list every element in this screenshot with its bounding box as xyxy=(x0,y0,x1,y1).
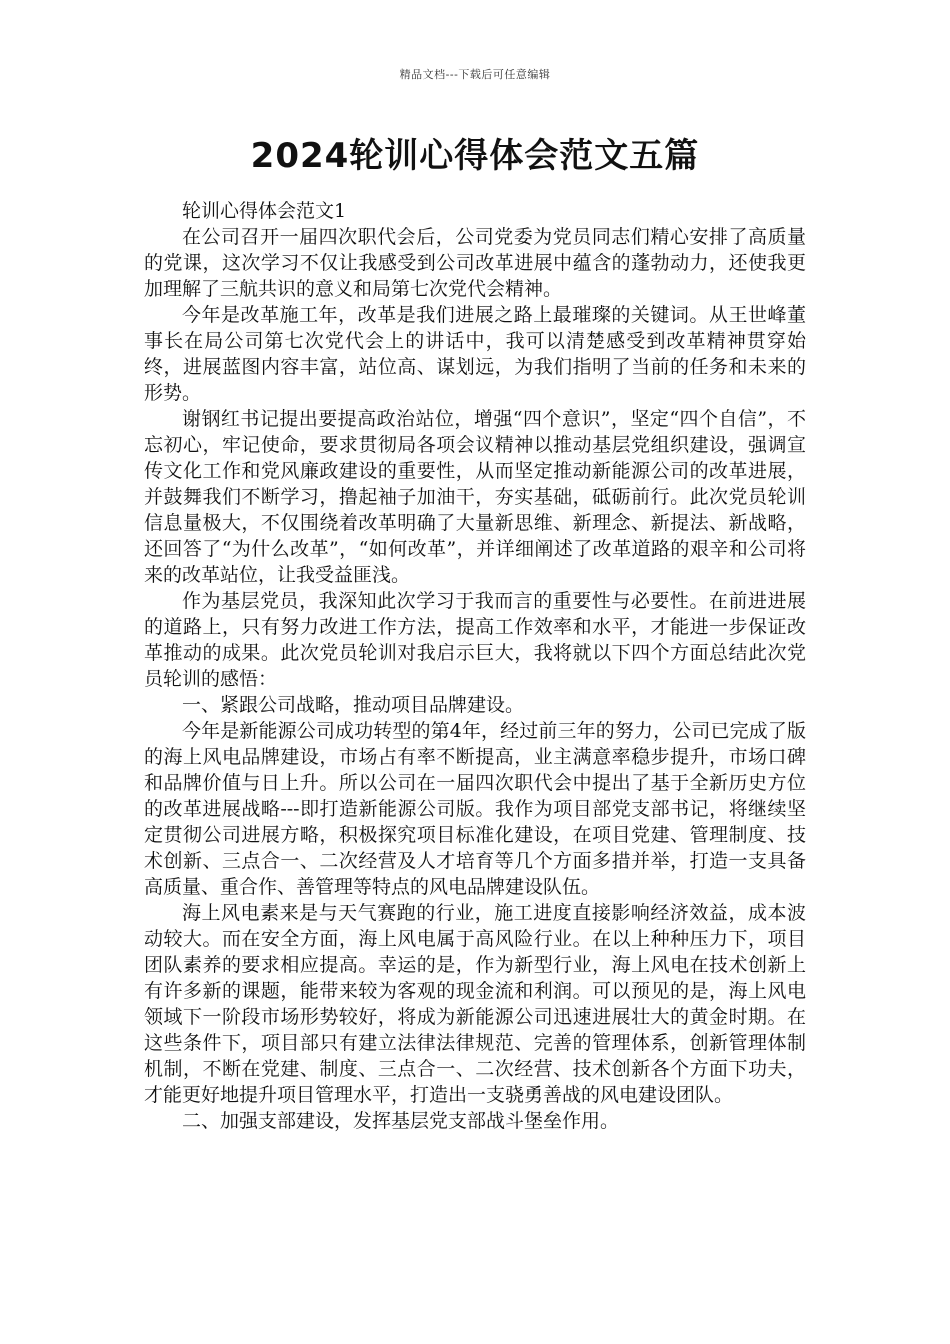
body-paragraph: 今年是改革施工年，改革是我们进展之路上最璀璨的关键词。从王世峰董事长在局公司第七次党代会上的讲话中，我可以清楚感受到改革精神贯穿始终，进展蓝图内容丰富，站位高、谋划远，为我们指明了当前的任务和未来的形势。 xyxy=(144,304,806,404)
body-paragraph: 海上风电素来是与天气赛跑的行业，施工进度直接影响经济效益，成本波动较大。而在安全方面，海上风电属于高风险行业。在以上种种压力下，项目团队素养的要求相应提高。幸运的是，作为新型行业，海上风电在技术创新上有许多新的课题，能带来较为客观的现金流和利润。可以预见的是，海上风电领域下一阶段市场形势较好，将成为新能源公司迅速进展壮大的黄金时期。在这些条件下，项目部只有建立法律法律规范、完善的管理体系，创新管理体制机制，不断在党建、制度、三点合一、二次经营、技术创新各个方面下功夫，才能更好地提升项目管理水平，打造出一支骁勇善战的风电建设团队。 xyxy=(144,902,806,1106)
section-heading: 一、紧跟公司战略，推动项目品牌建设。 xyxy=(182,694,525,716)
header-note: 精品文档---下载后可任意编辑 xyxy=(399,68,551,81)
body-paragraph: 谢钢红书记提出要提高政治站位，增强“四个意识”，坚定“四个自信”，不忘初心，牢记使命，要求贯彻局各项会议精神以推动基层党组织建设，强调宣传文化工作和党风廉政建设的重要性，从而坚定推动新能源公司的改革进展，并鼓舞我们不断学习，撸起袖子加油干，夯实基础，砥砺前行。此次党员轮训信息量极大，不仅围绕着改革明确了大量新思维、新理念、新提法、新战略，还回答了“为什么改革”，“如何改革”，并详细阐述了改革道路的艰辛和公司将来的改革站位，让我受益匪浅。 xyxy=(144,408,806,586)
document-title: 2024轮训心得体会范文五篇 xyxy=(250,136,700,176)
body-paragraph: 在公司召开一届四次职代会后，公司党委为党员同志们精心安排了高质量的党课，这次学习不仅让我感受到公司改革进展中蕴含的蓬勃动力，还使我更加理解了三航共识的意义和局第七次党代会精神。 xyxy=(144,226,806,300)
document-body xyxy=(144,198,806,1134)
subtitle-paragraph: 轮训心得体会范文1 xyxy=(182,200,347,222)
body-paragraph: 作为基层党员，我深知此次学习于我而言的重要性与必要性。在前进进展的道路上，只有努力改进工作方法，提高工作效率和水平，才能进一步保证改革推动的成果。此次党员轮训对我启示巨大，我将就以下四个方面总结此次党员轮训的感悟： xyxy=(144,590,806,690)
section-heading: 二、加强支部建设，发挥基层党支部战斗堡垒作用。 xyxy=(182,1110,620,1132)
body-paragraph: 今年是新能源公司成功转型的第4年，经过前三年的努力，公司已完成了版的海上风电品牌建设，市场占有率不断提高，业主满意率稳步提升，市场口碑和品牌价值与日上升。所以公司在一届四次职代会中提出了基于全新历史方位的改革进展战略---即打造新能源公司版。我作为项目部党支部书记，将继续坚定贯彻公司进展方略，积极探究项目标准化建设，在项目党建、管理制度、技术创新、三点合一、二次经营及人才培育等几个方面多措并举，打造一支具备高质量、重合作、善管理等特点的风电品牌建设队伍。 xyxy=(144,720,806,898)
